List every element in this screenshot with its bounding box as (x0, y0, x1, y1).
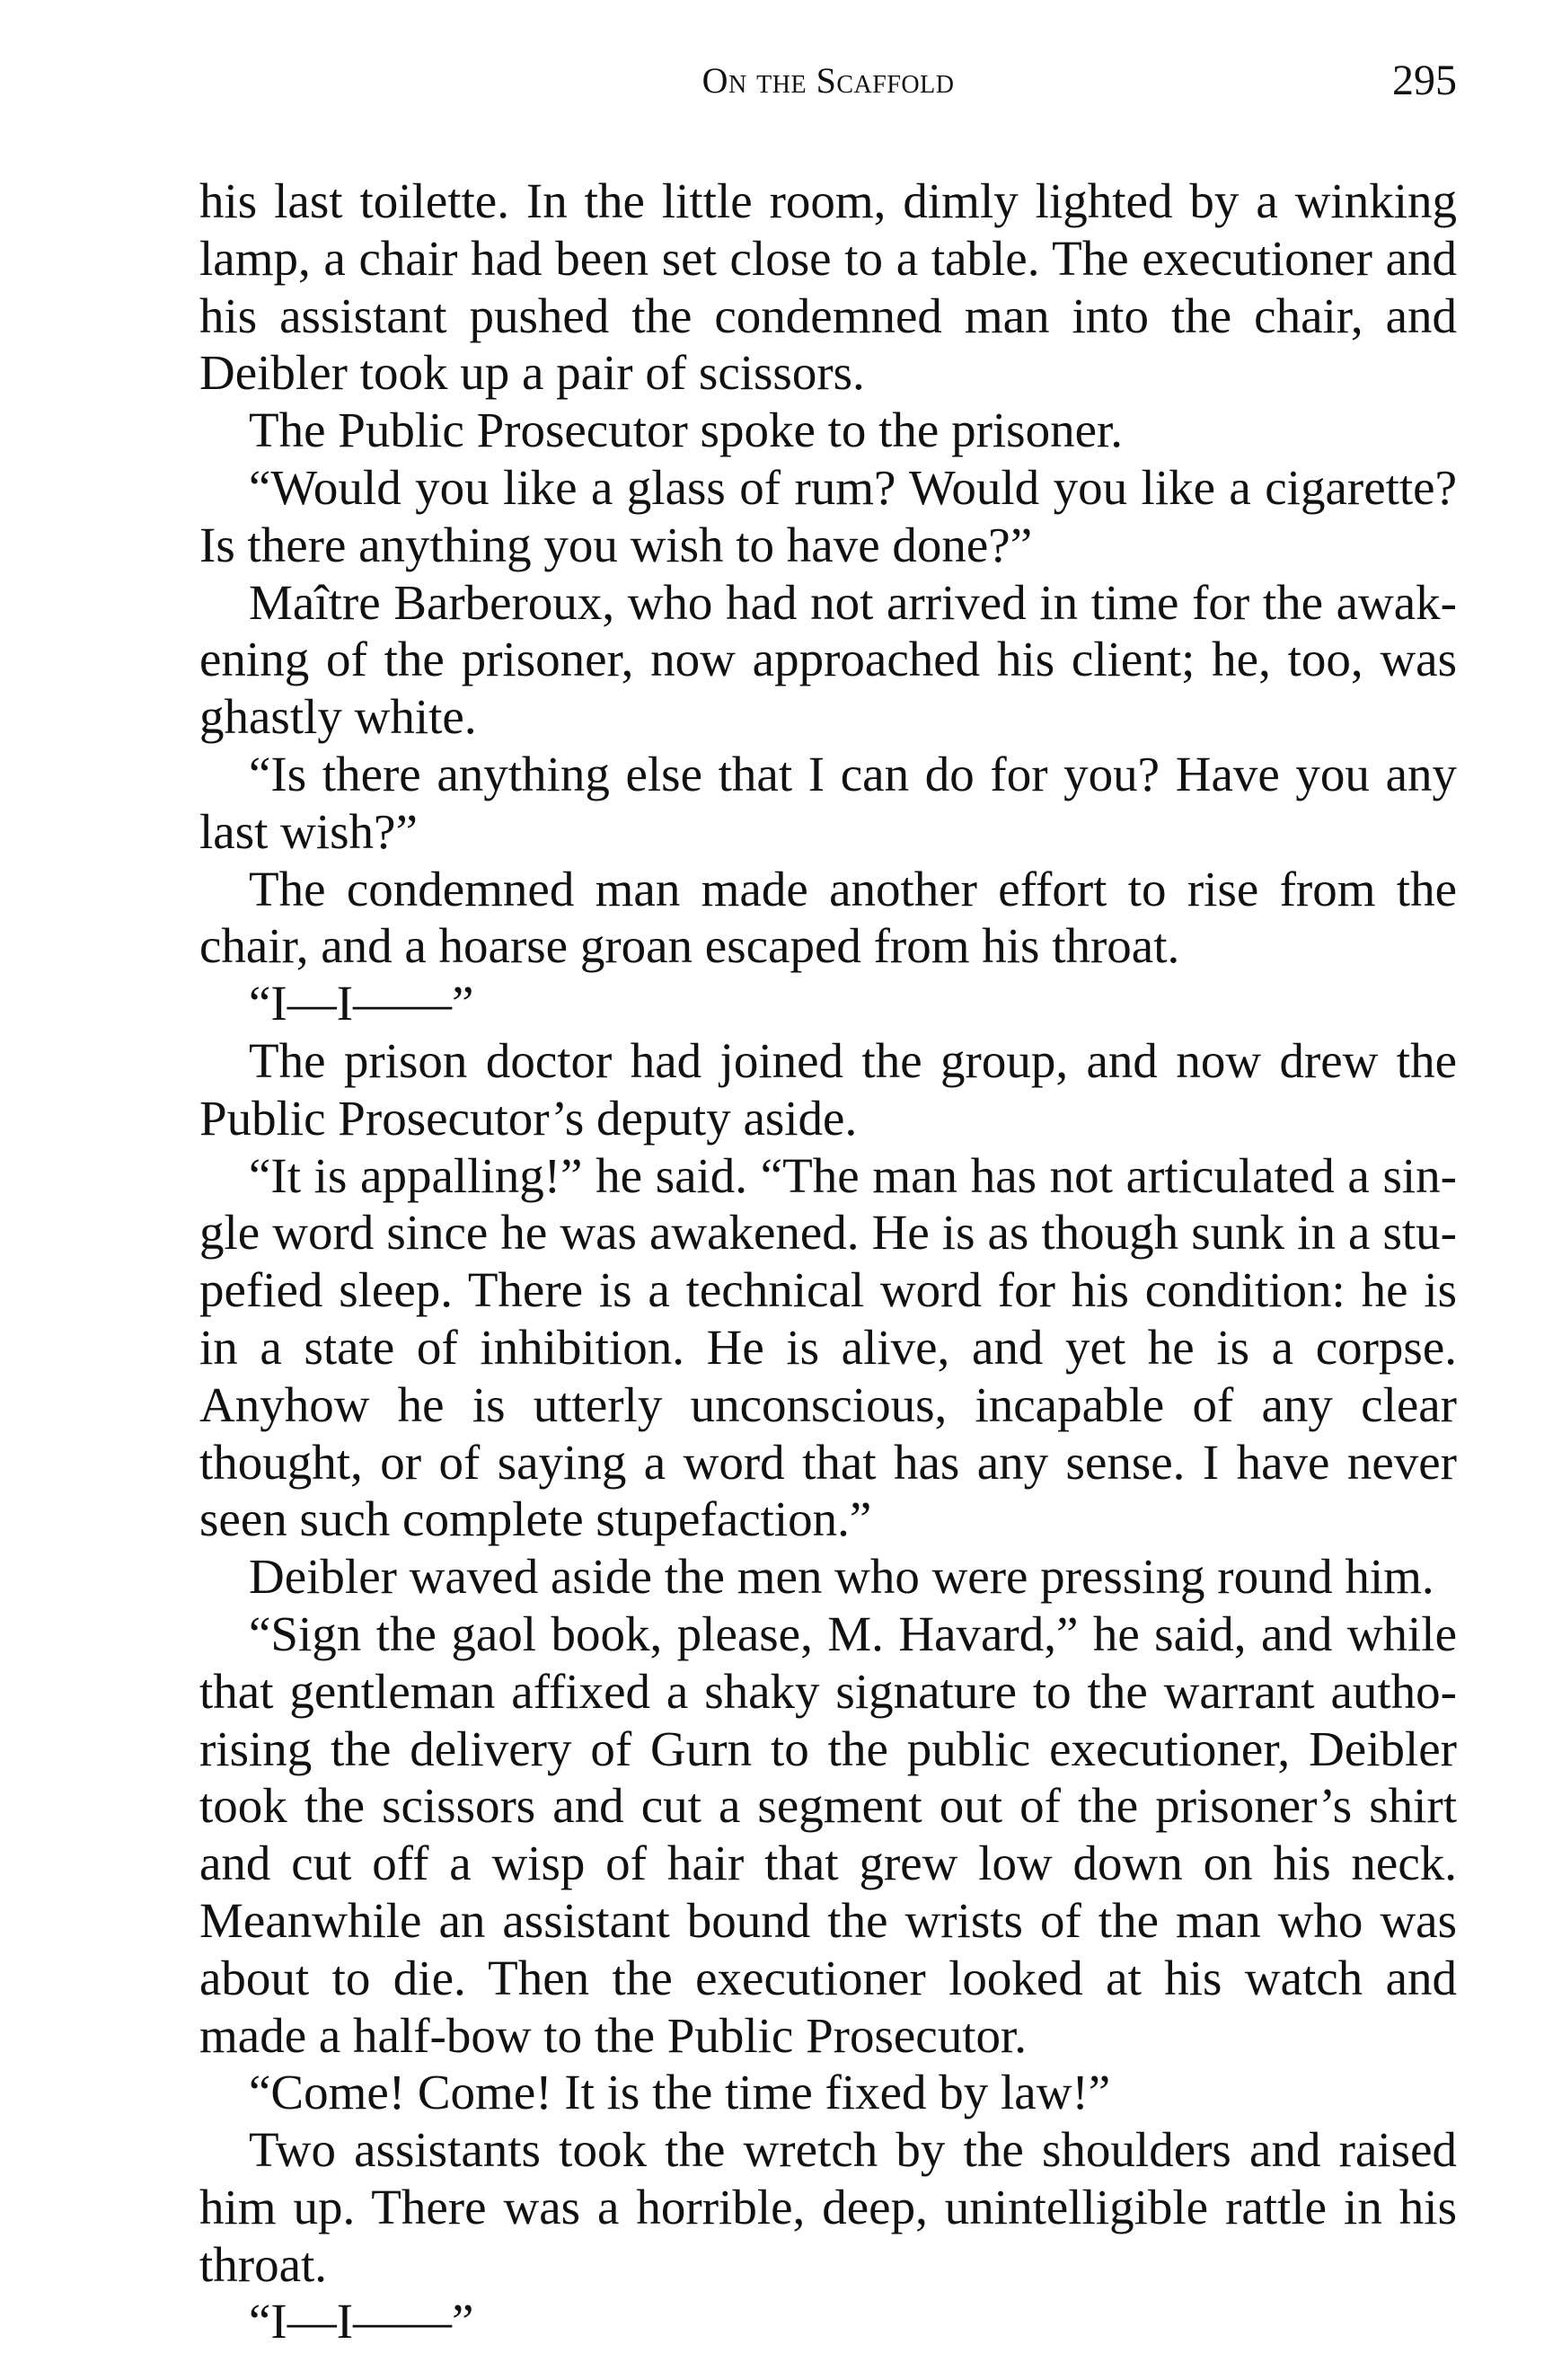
paragraph: “Would you like a glass of rum? Would you like a cigarette? Is there anything you wish to have done?” (199, 459, 1457, 572)
running-title: On the Scaffold (701, 60, 955, 101)
paragraph: “I—I——” (249, 2294, 474, 2349)
paragraph: Two assistants took the wretch by the shoulders and raised him up. There was a horrible, deep, unintelligible rattle in his throat. (199, 2122, 1457, 2292)
paragraph: “Is there anything else that I can do for you? Have you any last wish?” (199, 746, 1457, 859)
paragraph: The condemned man made another effort to rise from the chair, and a hoarse groan escaped from his throat. (199, 861, 1457, 974)
page-number: 295 (1392, 57, 1457, 104)
paragraph: “I—I——” (249, 976, 474, 1031)
body-text (199, 173, 1457, 2350)
paragraph: “Sign the gaol book, please, M. Havard,” he said, and while that gentleman affixed a shaky signature to the warrant authorising the delivery of Gurn to the public executioner, Deibler took the scissors and cut a segment out of the prisoner’s shirt and cut off a wisp of hair that grew low down on his neck. Meanwhile an assistant bound the wrists of the man who was about to die. Then the executioner looked at his watch and made a half-bow to the Public Prosecutor. (199, 1606, 1457, 2063)
paragraph: Maître Barberoux, who had not arrived in time for the awakening of the prisoner, now approached his client; he, too, was ghastly white. (199, 574, 1457, 745)
paragraph: “It is appalling!” he said. “The man has not articulated a single word since he was awakened. He is as though sunk in a stupefied sleep. There is a technical word for his condition: he is in a state of inhibition. He is alive, and yet he is a corpse. Anyhow he is utterly unconscious, incapable of any clear thought, or of saying a word that has any sense. I have never seen such complete stupefaction.” (199, 1147, 1457, 1547)
paragraph: The Public Prosecutor spoke to the prisoner. (249, 403, 1124, 458)
paragraph: The prison doctor had joined the group, and now drew the Public Prosecutor’s deputy aside. (199, 1032, 1457, 1146)
paragraph: Deibler waved aside the men who were pressing round him. (249, 1549, 1434, 1605)
paragraph: his last toilette. In the little room, dimly lighted by a winking lamp, a chair had been set close to a table. The executioner and his assistant pushed the condemned man into the chair, and Deibler took up a pair of scissors. (199, 173, 1457, 401)
running-head (199, 54, 1457, 117)
paragraph: “Come! Come! It is the time fixed by law!” (249, 2065, 1111, 2120)
